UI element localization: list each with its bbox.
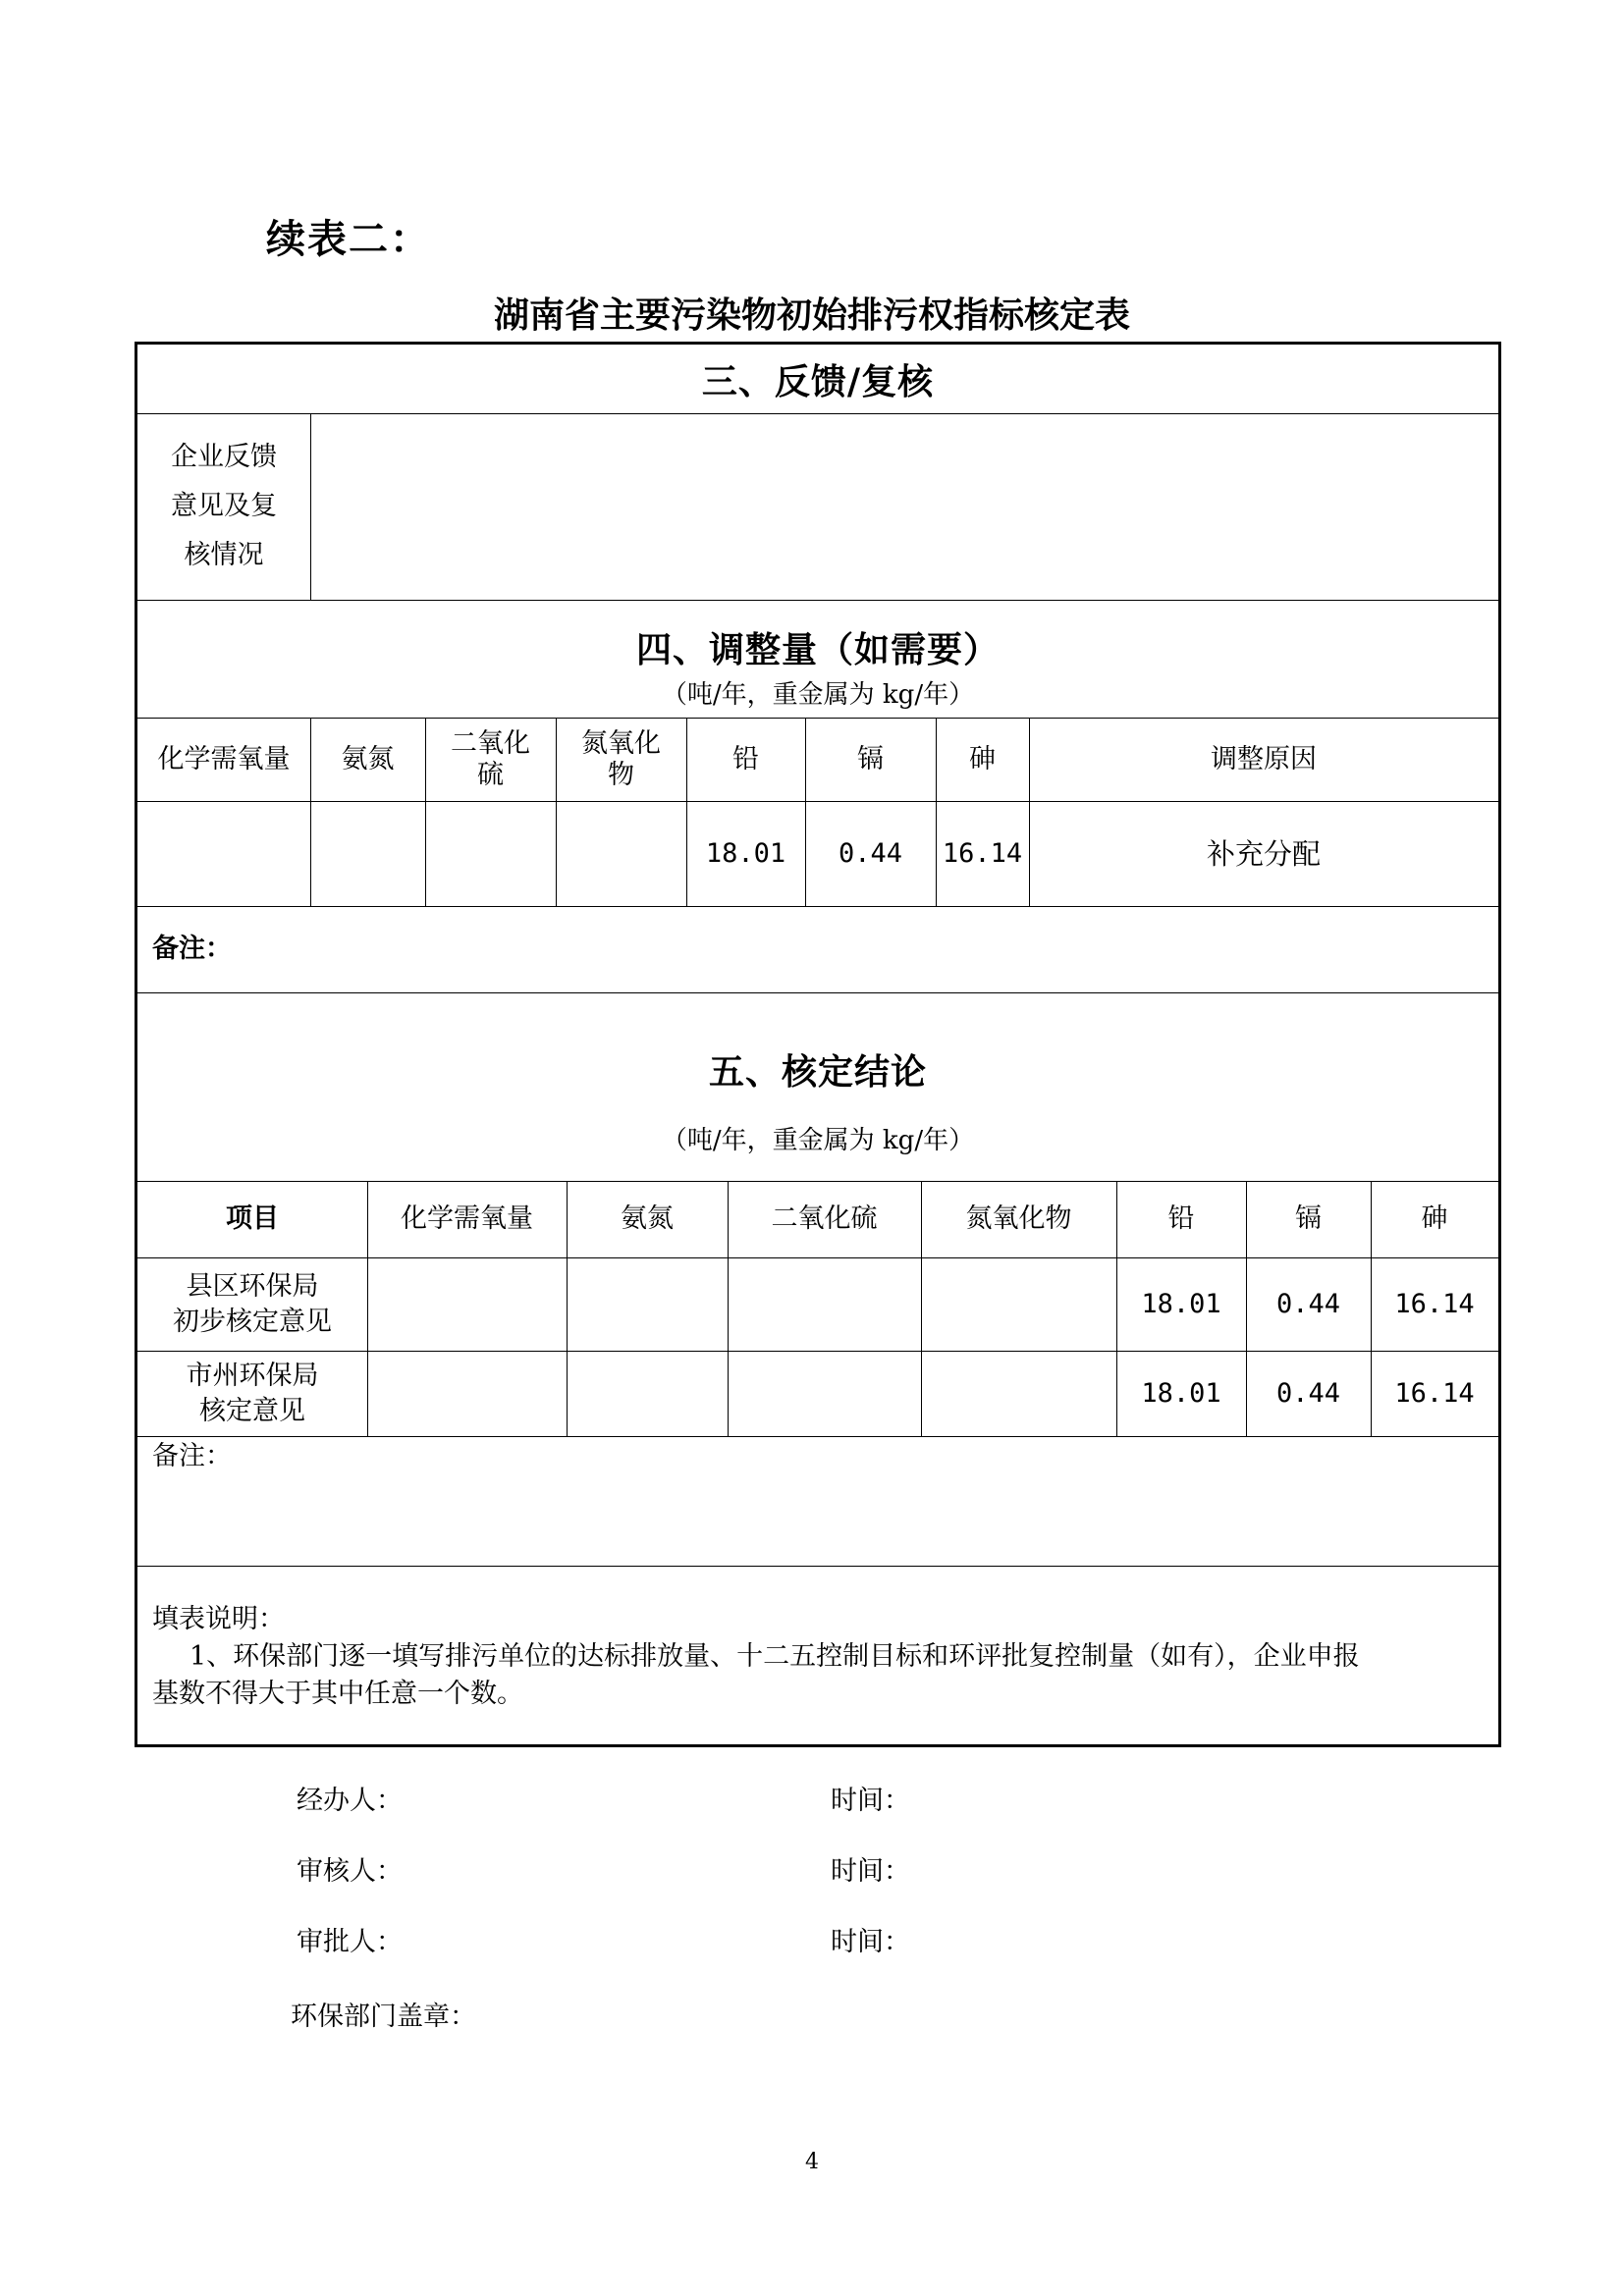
s4-header-lead: 铅 xyxy=(732,743,759,774)
approver-time-label: 时间： xyxy=(831,1927,910,1957)
s5-value-ammonia-nitrogen[interactable] xyxy=(567,1257,728,1351)
reviewer-time-label: 时间： xyxy=(831,1856,910,1887)
s5-value-sulfur-dioxide[interactable] xyxy=(728,1257,921,1351)
s5-value-sulfur-dioxide[interactable] xyxy=(728,1351,921,1436)
s5-value-lead[interactable]: 18.01 xyxy=(1141,1378,1221,1409)
handler-label: 经办人： xyxy=(297,1786,403,1816)
instructions-item1-line1: 1、环保部门逐一填写排污单位的达标排放量、十二五控制目标和环评批复控制量（如有），企业申报 xyxy=(189,1641,1360,1672)
page-number: 4 xyxy=(805,2150,819,2174)
s5-value-arsenic[interactable]: 16.14 xyxy=(1394,1289,1475,1319)
s5-header-chemical-oxygen-demand: 化学需氧量 xyxy=(401,1203,533,1234)
instructions xyxy=(152,1601,1488,1713)
s4-header-chemical-oxygen-demand: 化学需氧量 xyxy=(157,743,291,774)
s5-row-label xyxy=(137,1351,367,1436)
s4-header-cadmium: 镉 xyxy=(857,743,884,774)
s5-value-ammonia-nitrogen[interactable] xyxy=(567,1351,728,1436)
instructions-title: 填表说明： xyxy=(152,1604,285,1634)
s4-header-nitrogen-oxides: 氮氧化物 xyxy=(581,727,661,790)
s5-row-label-line: 核定意见 xyxy=(199,1395,305,1426)
handler-time-label: 时间： xyxy=(831,1786,910,1816)
approver-label: 审批人： xyxy=(297,1927,403,1957)
s4-header-adjustment-reason: 调整原因 xyxy=(1211,743,1317,774)
s5-row-label-line: 初步核定意见 xyxy=(173,1306,332,1337)
s5-value-cadmium[interactable]: 0.44 xyxy=(1275,1378,1341,1409)
section5-remark-label: 备注： xyxy=(152,1441,232,1471)
s4-value-adjustment-reason[interactable]: 补充分配 xyxy=(1206,836,1321,871)
s4-value-cadmium[interactable]: 0.44 xyxy=(838,838,903,869)
s4-value-ammonia-nitrogen[interactable] xyxy=(310,801,425,906)
s4-header-ammonia-nitrogen: 氨氮 xyxy=(341,743,395,774)
section4-remark-label: 备注： xyxy=(152,934,232,964)
s5-header-lead: 铅 xyxy=(1167,1203,1195,1234)
reviewer-label: 审核人： xyxy=(297,1856,403,1887)
s5-row-label xyxy=(137,1257,367,1351)
s5-value-lead[interactable]: 18.01 xyxy=(1141,1289,1221,1319)
section4-unit: （吨/年，重金属为 kg/年） xyxy=(661,679,975,710)
document-title: 湖南省主要污染物初始排污权指标核定表 xyxy=(493,294,1130,336)
seal-label: 环保部门盖章： xyxy=(291,2002,476,2032)
instructions-item1-line2: 基数不得大于其中任意一个数。 xyxy=(152,1679,523,1709)
s5-value-cadmium[interactable]: 0.44 xyxy=(1275,1289,1341,1319)
s5-value-chemical-oxygen-demand[interactable] xyxy=(367,1257,567,1351)
s5-header-cadmium: 镉 xyxy=(1295,1203,1322,1234)
s5-value-nitrogen-oxides[interactable] xyxy=(921,1351,1116,1436)
section5-unit: （吨/年，重金属为 kg/年） xyxy=(661,1125,975,1155)
s4-value-chemical-oxygen-demand[interactable] xyxy=(137,801,310,906)
verification-form xyxy=(135,342,1501,1747)
s4-value-arsenic[interactable]: 16.14 xyxy=(942,838,1023,869)
s4-value-sulfur-dioxide[interactable] xyxy=(425,801,556,906)
section5-title: 五、核定结论 xyxy=(708,1050,927,1093)
s5-header-sulfur-dioxide: 二氧化硫 xyxy=(771,1203,878,1234)
s4-value-nitrogen-oxides[interactable] xyxy=(556,801,686,906)
feedback-content-field[interactable] xyxy=(310,413,1498,600)
s4-header-sulfur-dioxide: 二氧化硫 xyxy=(451,727,530,790)
s5-row-label-line: 县区环保局 xyxy=(186,1270,319,1302)
s5-value-arsenic[interactable]: 16.14 xyxy=(1394,1378,1475,1409)
section4-title: 四、调整量（如需要） xyxy=(635,628,1000,670)
section3-title: 三、反馈/复核 xyxy=(701,360,935,402)
s5-header-nitrogen-oxides: 氮氧化物 xyxy=(965,1203,1072,1234)
s5-header-item: 项目 xyxy=(226,1203,279,1234)
s5-header-arsenic: 砷 xyxy=(1421,1203,1448,1234)
s5-row-label-line: 市州环保局 xyxy=(186,1360,319,1391)
s5-value-chemical-oxygen-demand[interactable] xyxy=(367,1351,567,1436)
s5-value-nitrogen-oxides[interactable] xyxy=(921,1257,1116,1351)
s5-header-ammonia-nitrogen: 氨氮 xyxy=(621,1203,674,1234)
s4-header-arsenic: 砷 xyxy=(969,743,996,774)
section3-label: 企业反馈 意见及复 核情况 xyxy=(171,442,277,570)
s4-value-lead[interactable]: 18.01 xyxy=(705,838,786,869)
continuation-heading: 续表二： xyxy=(266,216,431,262)
